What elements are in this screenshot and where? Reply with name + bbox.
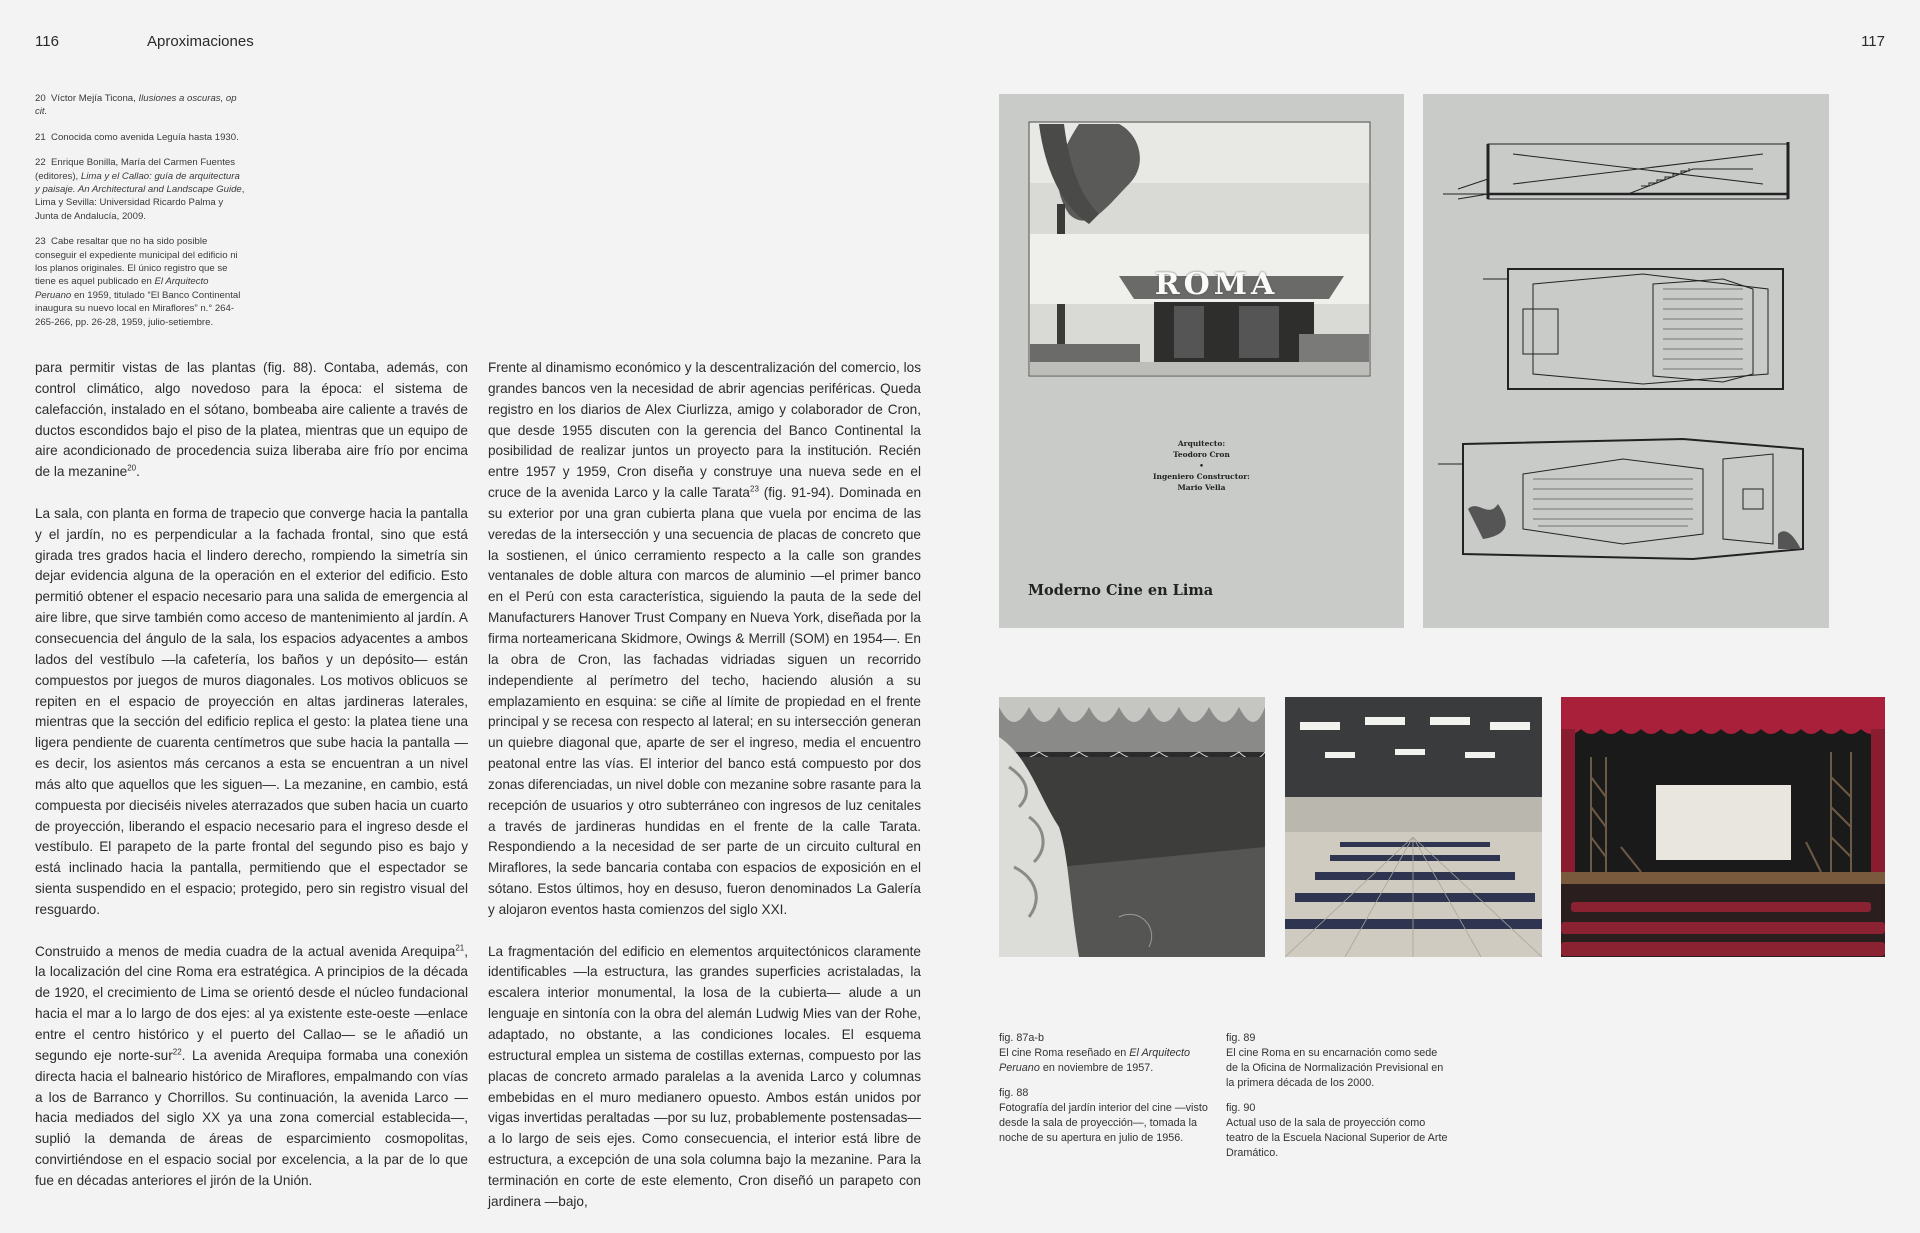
caption-fig-90: fig. 90 Actual uso de la sala de proyección como teatro de la Escuela Nacional Superior de Arte Dramático.	[1226, 1102, 1448, 1159]
footnotes	[35, 92, 245, 341]
paragraph: La sala, con planta en forma de trapecio que converge hacia la pantalla y el jardín, no es perpendicular a la fachada frontal, sino que está girada tres grados hacia el lindero derecho, rompiendo la simetría sin dejar evidencia alguna de la operación en el exterior del edificio. Esto permitió obtener el espacio necesario para una salida de emergencia al aire libre, que sirve también como acceso de mantenimiento al jardín. A consecuencia del ángulo de la sala, los espacios adyacentes a ambos lados del vestíbulo —la cafetería, los baños y un depósito— están compuestos por juegos de muros diagonales. Los motivos oblicuos se repiten en el espacio de proyección en altas jardineras laterales, mientras que la sección del edificio replica el gesto: la platea tiene una ligera pendiente de cuarenta centímetros que sube hacia la pantalla —es decir, los asientos más cercanos a esta se encuentran a un nivel más alto que aquellos que les siguen—. La mezanine, en cambio, está compuesta por dieciséis niveles aterrazados que suben hacia un cuarto de proyección, liberando el espacio necesario para el ingreso desde el vestíbulo. El parapeto de la parte frontal del segundo piso es bajo y está inclinado hacia la pantalla, permitiendo que el espectador se sienta suspendido en el espacio; protegido, pero sin registro visual del resguardo.	[35, 505, 468, 917]
captions-left	[999, 1031, 1209, 1156]
magazine-credits: Arquitecto: Teodoro Cron • Ingeniero Constructor: Mario Vella	[1153, 439, 1250, 492]
caption-fig-88: fig. 88 Fotografía del jardín interior del cine —visto desde la sala de proyección—, tomada la noche de su apertura en julio de 1956.	[999, 1087, 1208, 1144]
cine-roma-facade-photo	[999, 94, 1404, 628]
architectural-drawings	[1423, 94, 1829, 628]
footnote-21: 21 Conocida como avenida Leguía hasta 1930.	[35, 131, 239, 143]
ground-floor-plan	[1438, 439, 1803, 559]
fig-87b-plans-section	[1423, 94, 1829, 628]
paragraph: La fragmentación del edificio en elementos arquitectónicos claramente identificables —la estructura, las grandes superficies acristaladas, la escalera interior monumental, la losa de la cubierta— alude a un lenguaje en sintonía con la obra del alemán Ludwig Mies van der Rohe, adaptado, no obstante, a las condiciones locales. El esquema estructural emplea un sistema de costillas externas, compuesto por las placas de concreto armado paralelas a la avenida Larco y columnas embebidas en el muro medianero opuesto. Ambos están unidos por vigas invertidas peraltadas —por su luz, probablemente postensadas— a lo largo de seis ejes. Como consecuencia, el interior está libre de estructura, a excepción de una sola columna bajo la mezanine. Para la terminación en corte de este elemento, Cron diseñó un parapeto con jardinera —bajo,	[488, 943, 921, 1209]
footnote-23: 23 Cabe resaltar que no ha sido posible conseguir el expediente municipal del edificio ni los planos originales. El único registro que se tiene es aquel publicado en El Arquitecto Peruano en 1959, titulado “El Banco Continental inaugura su nuevo local en Miraflores” n.° 264-265-266, pp. 26-28, 1959, julio-setiembre.	[35, 236, 241, 328]
page-number-right: 117	[1861, 33, 1885, 50]
caption-fig-87: fig. 87a-b El cine Roma reseñado en El Arquitecto Peruano en noviembre de 1957.	[999, 1032, 1191, 1074]
fig-87a-magazine-page	[999, 94, 1404, 628]
paragraph: para permitir vistas de las plantas (fig. 88). Contaba, además, con control climático, algo novedoso para la época: el sistema de calefacción, instalado en el sótano, bombeaba aire caliente a través de ductos escondidos bajo el piso de la platea, mientras que un equipo de aire acondicionado de procedencia suiza liberaba aire frío por encima de la mezanine$^{20}$.	[35, 360, 468, 480]
mezzanine-plan	[1483, 269, 1783, 389]
fig-89-office-photo	[1285, 697, 1542, 957]
longitudinal-section	[1443, 142, 1788, 199]
paragraph: Frente al dinamismo económico y la descentralización del comercio, los grandes bancos ven la necesidad de abrir agencias periféricas. Queda registro en los diarios de Alex Ciurlizza, amigo y colaborador de Cron, que desde 1955 discuten con la gerencia del Banco Continental la posibilidad de realizar juntos un proyecto para la institución. Recién entre 1957 y 1959, Cron diseña y construye una nueva sede en el cruce de la avenida Larco y la calle Tarata$^{23}$ (fig. 91-94). Dominada en su exterior por una gran cubierta plana que vuela por encima de las veredas de la intersección y una secuencia de placas de concreto que la sostienen, el único cerramiento respecto a la calle son grandes ventanales de doble altura con marcos de aluminio —el primer banco en el Perú con esta característica, siguiendo la pauta de la sede del Manufacturers Hanover Trust Company en Nueva York, diseñada por la firma norteamericana Skidmore, Owings & Merrill (SOM) en 1954—. En la obra de Cron, las fachadas vidriadas siguen un recorrido independiente al perímetro del techo, haciendo alusión a su emplazamiento en esquina: se ciñe al límite de propiedad en el frente principal y se recesa con respecto al lateral; en su intersección generan un quiebre diagonal que, aparte de ser el ingreso, media el encuentro peatonal entre las vías. El interior del banco está compuesto por dos zonas diferenciadas, un nivel doble con mezanine sobre rasante para la recepción de usuarios y otro subterráneo con ingresos de luz cenitales a través de jardineras hundidas en el frente de la calle Tarata. Respondiendo a la necesidad de ser parte de un circuito cultural en Miraflores, la sede bancaria contaba con espacios de exposición en el sótano. Estos últimos, hoy en desuso, fueron denominados La Galería y alojaron eventos hasta comienzos del siglo XXI.	[488, 360, 922, 917]
captions-right	[1226, 1031, 1451, 1171]
magazine-title: Moderno Cine en Lima	[1028, 582, 1214, 599]
footnote-20: 20 Víctor Mejía Ticona, Ilusiones a oscuras, op cit.	[35, 93, 237, 118]
fig-90-theatre-photo	[1561, 697, 1885, 957]
theatre-stage-image	[1561, 697, 1885, 957]
running-header: Aproximaciones	[147, 33, 254, 50]
fig-88-garden-photo	[999, 697, 1265, 957]
footnote-22: 22 Enrique Bonilla, María del Carmen Fuentes (editores), Lima y el Callao: guía de arquitectura y paisaje. An Architectural and Landscape Guide, Lima y Sevilla: Universidad Ricardo Palma y Junta de Andalucía, 2009.	[35, 157, 245, 222]
body-column-1	[35, 358, 468, 1213]
body-column-2	[488, 358, 921, 1233]
paragraph: Construido a menos de media cuadra de la actual avenida Arequipa$^{21}$, la localización del cine Roma era estratégica. A principios de la década de 1920, el crecimiento de Lima se orientó desde el núcleo fundacional hacia el mar a lo largo de dos ejes: al ya existente este-oeste —enlace entre el centro histórico y el puerto del Callao— se le añadió un segundo eje norte-sur$^{22}$. La avenida Arequipa formaba una conexión directa hacia el balneario histórico de Miraflores, empalmando con vías a los de Barranco y Chorrillos. Su continuación, la avenida Larco —hacia mediados del siglo XX ya una zona comercial establecida—, suplió la demanda de áreas de esparcimiento cosmopolitas, convirtiéndose en el espacio social por excelencia, a la par de lo que fue en décadas anteriores el jirón de la Unión.	[35, 943, 468, 1188]
office-interior-image	[1285, 697, 1542, 957]
garden-at-night-image	[999, 697, 1265, 957]
roma-sign: ROMA	[1154, 267, 1279, 302]
caption-fig-89: fig. 89 El cine Roma en su encarnación como sede de la Oficina de Normalización Previsional en la primera década de los 2000.	[1226, 1032, 1444, 1089]
page-number-left: 116	[35, 33, 59, 50]
